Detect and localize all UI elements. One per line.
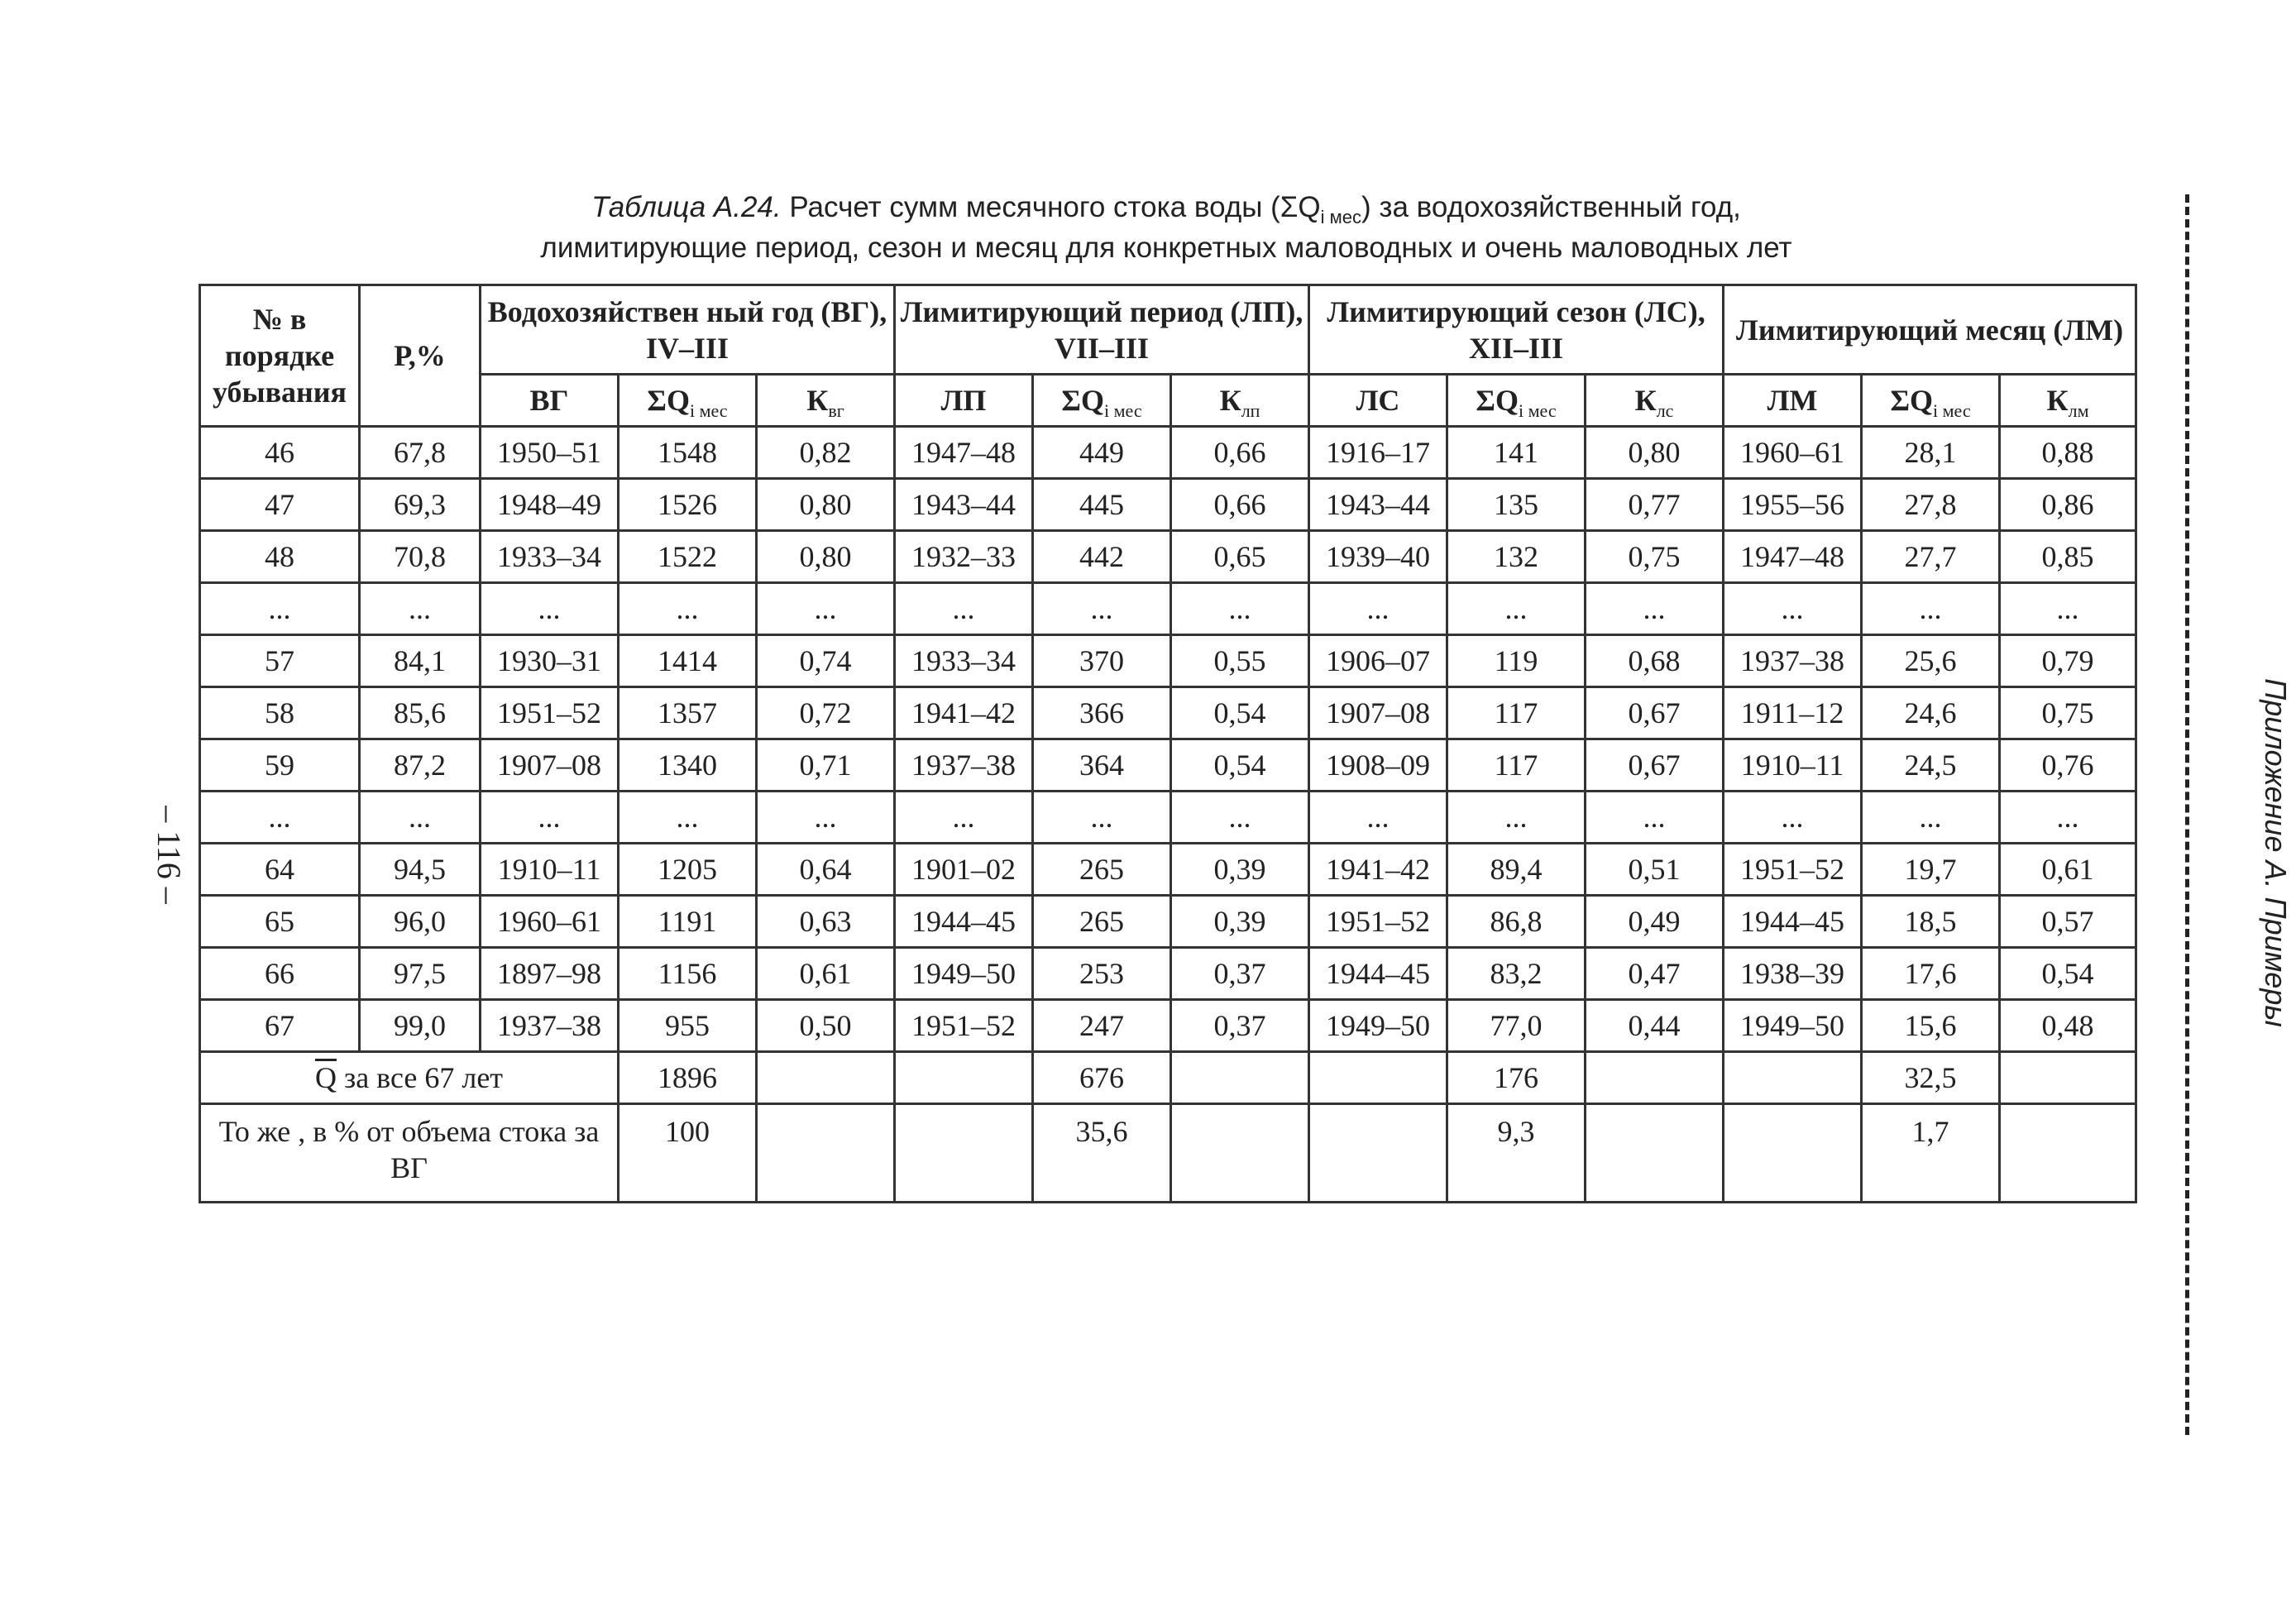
table-cell: 1948–49 [481,479,619,531]
appendix-sidebar-label: Приложение А. Примеры [2258,678,2293,1027]
subheader-year-lp: ЛП [895,375,1033,427]
header-group-water-year: Водохозяйствен ный год (ВГ), IV–III [481,285,895,375]
table-cell: ... [200,792,360,844]
table-cell: 442 [1033,531,1171,583]
table-cell: 1944–45 [1724,896,1862,948]
table-cell: 1933–34 [895,635,1033,687]
table-cell: ... [1171,792,1309,844]
table-cell: 83,2 [1447,948,1586,1000]
table-row [200,844,2136,896]
header-group-limiting-period: Лимитирующий период (ЛП), VII–III [895,285,1309,375]
table-cell: 366 [1033,687,1171,739]
total-ls: 176 [1447,1052,1586,1104]
table-cell: 1947–48 [895,427,1033,479]
percent-lm: 1,7 [1862,1104,2000,1203]
table-cell: ... [1724,583,1862,635]
table-cell: 141 [1447,427,1586,479]
table-cell: 0,71 [757,739,895,792]
table-cell: 1938–39 [1724,948,1862,1000]
table-cell: 65 [200,896,360,948]
table-cell: 1932–33 [895,531,1033,583]
subheader-k-lm: $К_{лм}$ [2000,375,2136,427]
table-cell: 18,5 [1862,896,2000,948]
table-cell: 97,5 [360,948,481,1000]
table-cell: ... [1033,792,1171,844]
table-cell: 0,49 [1586,896,1724,948]
table-cell: 27,8 [1862,479,2000,531]
table-cell: 1949–50 [1309,1000,1447,1052]
table-cell: 46 [200,427,360,479]
table-cell: 1916–17 [1309,427,1447,479]
table-cell: 87,2 [360,739,481,792]
table-cell: 0,67 [1586,739,1724,792]
table-cell: 25,6 [1862,635,2000,687]
table-cell: 247 [1033,1000,1171,1052]
subheader-sum-ls: $\Sigma Q_{i мес}$ [1447,375,1586,427]
table-cell: 1937–38 [895,739,1033,792]
table-cell: 0,79 [2000,635,2136,687]
table-cell: 57 [200,635,360,687]
table-cell: 0,85 [2000,531,2136,583]
table-cell: 1897–98 [481,948,619,1000]
table-cell: ... [1862,792,2000,844]
table-cell: 0,64 [757,844,895,896]
header-group-limiting-month: Лимитирующий месяц (ЛМ) [1724,285,2136,375]
table-cell: 24,5 [1862,739,2000,792]
table-cell: 1156 [619,948,757,1000]
table-cell: 0,66 [1171,427,1309,479]
table-row [200,635,2136,687]
table-cell: 0,67 [1586,687,1724,739]
table-cell: ... [757,583,895,635]
table-cell: 99,0 [360,1000,481,1052]
table-cell: 1205 [619,844,757,896]
table-cell: 94,5 [360,844,481,896]
table-cell: 66 [200,948,360,1000]
table-caption [199,187,2134,268]
table-cell: ... [1862,583,2000,635]
table-cell: 1910–11 [481,844,619,896]
table-cell: 67,8 [360,427,481,479]
subheader-sum-lp: $\Sigma Q_{i мес}$ [1033,375,1171,427]
table-cell: ... [895,583,1033,635]
table-cell: 0,82 [757,427,895,479]
table-cell: ... [619,792,757,844]
header-row-2 [200,375,2136,427]
table-cell: 1960–61 [1724,427,1862,479]
table-cell: 19,7 [1862,844,2000,896]
table-cell: 0,65 [1171,531,1309,583]
table-cell: ... [619,583,757,635]
table-cell: ... [1171,583,1309,635]
table-cell: 1937–38 [481,1000,619,1052]
table-cell: 117 [1447,687,1586,739]
table-cell: ... [200,583,360,635]
table-cell: 84,1 [360,635,481,687]
subheader-year-ls: ЛС [1309,375,1447,427]
table-cell: 1951–52 [481,687,619,739]
table-cell: 1906–07 [1309,635,1447,687]
table-cell: 0,80 [757,479,895,531]
caption-text-after: ) за водохозяйственный год, [1361,191,1741,223]
table-cell: 1357 [619,687,757,739]
subheader-k-vg: $К_{вг}$ [757,375,895,427]
table-cell: ... [1724,792,1862,844]
table-row [200,948,2136,1000]
table-cell: ... [360,583,481,635]
table-cell: 1943–44 [1309,479,1447,531]
table-cell: 119 [1447,635,1586,687]
table-cell: 117 [1447,739,1586,792]
table-cell: 0,88 [2000,427,2136,479]
table-row [200,896,2136,948]
table-cell: 1907–08 [1309,687,1447,739]
table-row [200,427,2136,479]
table-cell: 47 [200,479,360,531]
table-cell: 0,72 [757,687,895,739]
table-cell: 135 [1447,479,1586,531]
table-cell: 364 [1033,739,1171,792]
table-row [200,479,2136,531]
table-cell: 0,39 [1171,844,1309,896]
table-cell: 449 [1033,427,1171,479]
table-cell: 1949–50 [895,948,1033,1000]
table-cell: 0,48 [2000,1000,2136,1052]
table-cell: 1950–51 [481,427,619,479]
table-cell: 370 [1033,635,1171,687]
table-cell: 17,6 [1862,948,2000,1000]
table-cell: 265 [1033,844,1171,896]
table-cell: 1941–42 [1309,844,1447,896]
table-cell: 15,6 [1862,1000,2000,1052]
table-cell: ... [1586,583,1724,635]
table-cell: 89,4 [1447,844,1586,896]
table-cell: 0,86 [2000,479,2136,531]
table-cell: 1908–09 [1309,739,1447,792]
table-cell: 253 [1033,948,1171,1000]
table-cell: 67 [200,1000,360,1052]
table-cell: 1951–52 [1309,896,1447,948]
table-cell: 0,47 [1586,948,1724,1000]
table-cell: 1414 [619,635,757,687]
table-row [200,1000,2136,1052]
caption-text-before: Расчет сумм месячного стока воды (ΣQ [781,191,1321,223]
subheader-sum-lm: $\Sigma Q_{i мес}$ [1862,375,2000,427]
caption-label: Таблица А.24. [591,191,782,223]
percent-vg: 100 [619,1104,757,1203]
table-cell: 1933–34 [481,531,619,583]
table-row [200,583,2136,635]
table-cell: 0,61 [757,948,895,1000]
subheader-year-lm: ЛМ [1724,375,1862,427]
table-cell: 59 [200,739,360,792]
table-cell: 0,66 [1171,479,1309,531]
table-cell: 0,37 [1171,948,1309,1000]
total-row [200,1052,2136,1104]
table-cell: ... [481,792,619,844]
table-cell: 955 [619,1000,757,1052]
table-row [200,792,2136,844]
table-cell: ... [2000,792,2136,844]
table-cell: 0,61 [2000,844,2136,896]
table-cell: 0,51 [1586,844,1724,896]
table-cell: 0,50 [757,1000,895,1052]
table-cell: ... [895,792,1033,844]
table-cell: 0,68 [1586,635,1724,687]
table-cell: 1191 [619,896,757,948]
table-cell: 1960–61 [481,896,619,948]
table-cell: 265 [1033,896,1171,948]
table-cell: 96,0 [360,896,481,948]
table-cell: 1951–52 [1724,844,1862,896]
header-rank: № в порядке убывания [200,285,360,427]
table-cell: 1548 [619,427,757,479]
table-cell: ... [1033,583,1171,635]
table-cell: 1944–45 [895,896,1033,948]
table-cell: 1947–48 [1724,531,1862,583]
table-cell: 48 [200,531,360,583]
table-cell: 77,0 [1447,1000,1586,1052]
table-cell: ... [360,792,481,844]
table-row [200,531,2136,583]
table-cell: 70,8 [360,531,481,583]
table-cell: ... [1309,792,1447,844]
table-cell: 1910–11 [1724,739,1862,792]
subheader-year-vg: ВГ [481,375,619,427]
table-cell: 1930–31 [481,635,619,687]
total-lp: 676 [1033,1052,1171,1104]
table-cell: 85,6 [360,687,481,739]
table-cell: 0,54 [2000,948,2136,1000]
table-cell: 27,7 [1862,531,2000,583]
caption-line-1 [199,187,2134,227]
table-cell: 1951–52 [895,1000,1033,1052]
table-cell: ... [1447,792,1586,844]
table-cell: 0,44 [1586,1000,1724,1052]
table-cell: 0,75 [1586,531,1724,583]
subheader-k-ls: $К_{лс}$ [1586,375,1724,427]
total-lm: 32,5 [1862,1052,2000,1104]
percent-row [200,1104,2136,1203]
table-cell: ... [2000,583,2136,635]
table-cell: 0,39 [1171,896,1309,948]
header-group-limiting-season: Лимитирующий сезон (ЛС), XII–III [1309,285,1724,375]
table-cell: 0,37 [1171,1000,1309,1052]
table-cell: ... [1586,792,1724,844]
percent-label: То же , в % от объема стока за ВГ [200,1104,619,1203]
table-cell: 0,63 [757,896,895,948]
page-number: – 116 – [150,806,188,904]
table-cell: 1907–08 [481,739,619,792]
table-cell: 1944–45 [1309,948,1447,1000]
table-cell: 64 [200,844,360,896]
table-cell: 1901–02 [895,844,1033,896]
table-row [200,687,2136,739]
header-probability: Р,% [360,285,481,427]
table-row [200,739,2136,792]
dashed-margin-line [2185,194,2189,1435]
table-cell: 0,75 [2000,687,2136,739]
table-cell: 0,80 [757,531,895,583]
table-cell: 86,8 [1447,896,1586,948]
table-cell: 0,55 [1171,635,1309,687]
table-cell: 0,77 [1586,479,1724,531]
table-cell: 0,76 [2000,739,2136,792]
table-cell: 0,54 [1171,687,1309,739]
table-cell: 0,80 [1586,427,1724,479]
table-cell: 1937–38 [1724,635,1862,687]
table-cell: 1526 [619,479,757,531]
table-cell: ... [1447,583,1586,635]
table-cell: ... [1309,583,1447,635]
table-cell: 445 [1033,479,1171,531]
subheader-k-lp: $К_{лп}$ [1171,375,1309,427]
caption-line-2: лимитирующие период, сезон и месяц для конкретных маловодных и очень маловодных лет [540,232,1792,264]
caption-subscript: i мес [1320,207,1362,227]
table-cell: 1955–56 [1724,479,1862,531]
table-cell: 1949–50 [1724,1000,1862,1052]
total-vg: 1896 [619,1052,757,1104]
table-cell: 1340 [619,739,757,792]
header-row-1 [200,285,2136,375]
table-cell: 28,1 [1862,427,2000,479]
table-cell: 0,74 [757,635,895,687]
table-cell: 132 [1447,531,1586,583]
table-cell: 58 [200,687,360,739]
subheader-sum-vg: $\Sigma Q_{i мес}$ [619,375,757,427]
table-cell: ... [481,583,619,635]
table-cell: 1911–12 [1724,687,1862,739]
table-cell: 1943–44 [895,479,1033,531]
table-cell: 1939–40 [1309,531,1447,583]
percent-lp: 35,6 [1033,1104,1171,1203]
total-label: $\overline{Q}$ за все 67 лет [200,1052,619,1104]
table-body [200,427,2136,1052]
table-cell: 24,6 [1862,687,2000,739]
percent-ls: 9,3 [1447,1104,1586,1203]
table-cell: 0,54 [1171,739,1309,792]
runoff-table [199,284,2137,1203]
table-cell: 69,3 [360,479,481,531]
table-cell: 0,57 [2000,896,2136,948]
table-cell: 1522 [619,531,757,583]
table-cell: ... [757,792,895,844]
table-cell: 1941–42 [895,687,1033,739]
